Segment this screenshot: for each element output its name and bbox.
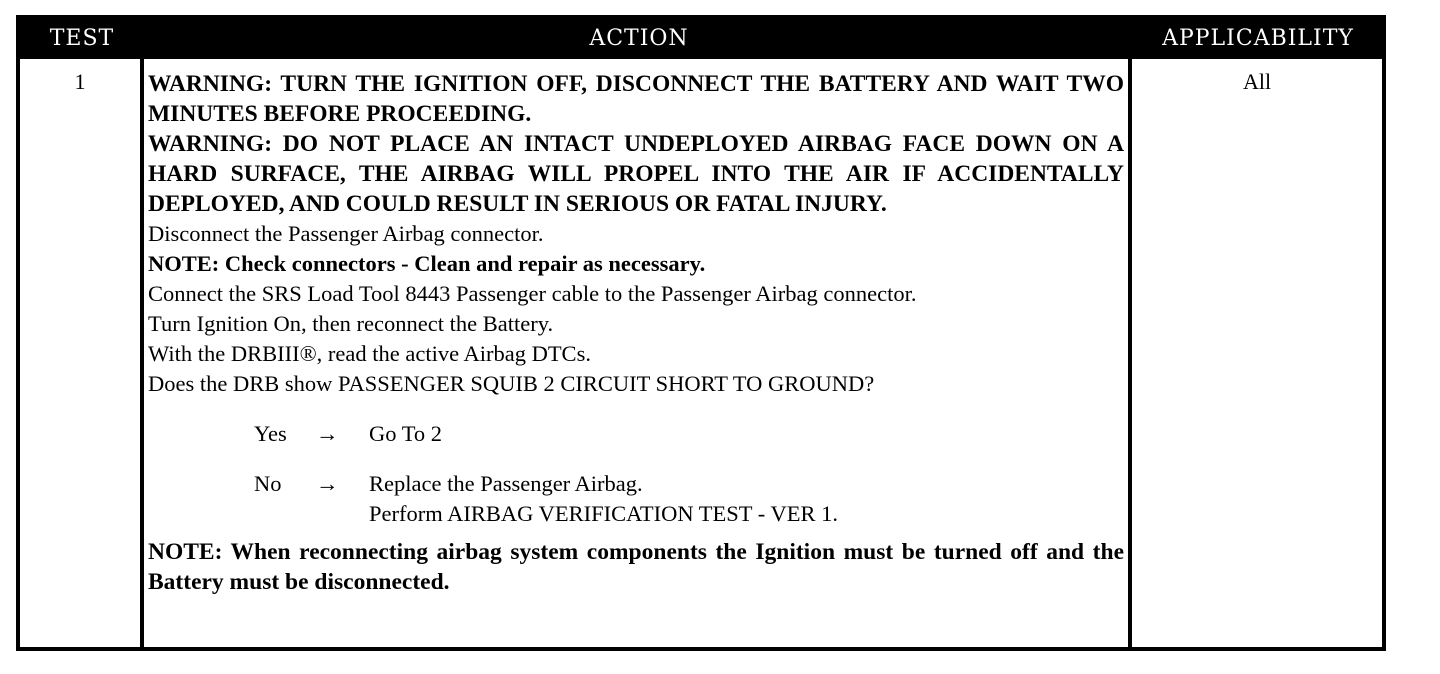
step-read-dtcs: With the DRBIII®, read the active Airbag DTCs. [148,341,591,366]
note-check-connectors: NOTE: Check connectors - Clean and repair as necessary. [148,251,706,276]
test-question: Does the DRB show PASSENGER SQUIB 2 CIRCUIT SHORT TO GROUND? [148,371,875,396]
test-number: 1 [74,69,86,94]
warning-ignition: WARNING: TURN THE IGNITION OFF, DISCONNECT THE BATTERY AND WAIT TWO MINUTES BEFORE PROCEEDING. [148,71,1124,127]
table-header [20,19,1382,59]
right-arrow-icon: → [316,471,339,496]
step-connect-load-tool: Connect the SRS Load Tool 8443 Passenger cable to the Passenger Airbag connector. [148,281,917,306]
applicability-value: All [1242,69,1272,94]
answer-yes-result: Go To 2 [369,421,443,446]
answer-no-label: No [254,471,282,496]
action-cell [148,69,1124,597]
column-divider-applicability [1128,59,1132,647]
column-divider-test [140,59,144,647]
answer-yes-label: Yes [254,421,287,446]
answer-no [148,469,1124,529]
answer-no-result-replace: Replace the Passenger Airbag. [369,471,643,496]
step-disconnect: Disconnect the Passenger Airbag connector. [148,221,544,246]
answer-yes [148,419,1124,449]
header-applicability: APPLICABILITY [1162,26,1354,51]
step-turn-ignition: Turn Ignition On, then reconnect the Battery. [148,311,554,336]
note-reconnecting: NOTE: When reconnecting airbag system components the Ignition must be turned off and the Battery must be disconnected. [148,539,1124,595]
header-action: ACTION [589,26,689,51]
answer-no-result-verify: Perform AIRBAG VERIFICATION TEST - VER 1. [369,501,838,526]
warning-airbag: WARNING: DO NOT PLACE AN INTACT UNDEPLOYED AIRBAG FACE DOWN ON A HARD SURFACE, THE AIRBAG WILL PROPEL INTO THE AIR IF ACCIDENTALLY DEPLOYED, AND COULD RESULT IN SERIOUS OR FATAL INJURY. [148,131,1124,217]
diagnostic-test-table [16,15,1386,651]
right-arrow-icon: → [316,421,339,446]
header-test: TEST [49,26,115,51]
